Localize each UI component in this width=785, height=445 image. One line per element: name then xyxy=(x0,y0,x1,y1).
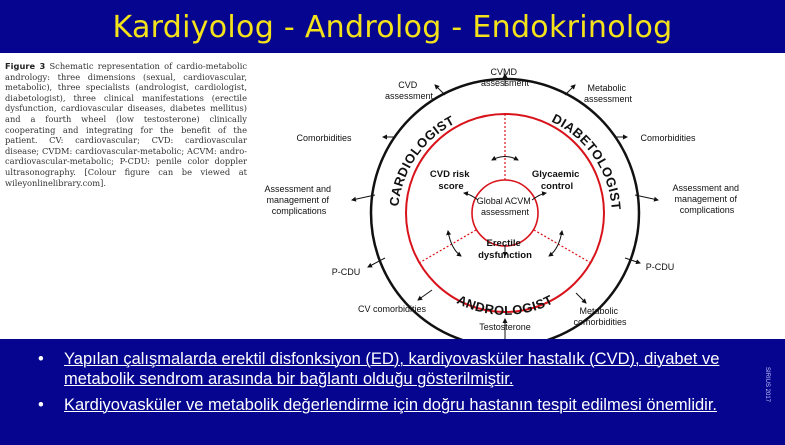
bullet-item: • Kardiyovasküler ve metabolik değerlendirme için doğru hastanın tespit edilmesi önemlidir. xyxy=(36,395,756,415)
arrow-cvd xyxy=(435,85,445,95)
label-erectile: Erectile dysfunction xyxy=(478,238,532,261)
label-amc-left: Assessment and management of complications xyxy=(264,184,332,216)
label-cv-comorbidities: CV comorbidities xyxy=(357,304,427,314)
arrow-metabolic xyxy=(565,85,575,95)
label-pcdu-right: P-CDU xyxy=(645,262,675,272)
label-comorbidities-left: Comorbidities xyxy=(296,133,352,143)
label-cvd-risk: CVD risk score xyxy=(429,169,470,192)
caption-label: Figure 3 xyxy=(5,61,46,71)
label-testosterone: Testosterone xyxy=(479,322,531,332)
figure-panel xyxy=(0,53,785,339)
inner-arrow-right xyxy=(549,231,562,256)
side-tag: SIRIUS 2017 xyxy=(764,367,770,403)
label-glycaemic: Glycaemic control xyxy=(531,169,580,192)
bullet-list xyxy=(36,349,756,421)
label-cvmd-assessment: CVMD assessment xyxy=(480,67,530,88)
label-amc-right: Assessment and management of complications xyxy=(672,183,740,215)
arrow-metab-comorb xyxy=(576,293,586,303)
caption-text: Schematic representation of cardio-metabolic andrology: three dimensions (sexual, cardiovascular, metabolic), three specialists (andrologist, cardiologist, diabetologist), three clinical manifestations (erectile dysfunction, cardiovascular diseases, diabetes mellitus) and a fourth wheel (low testosterone) clinically cooperating and integrating for the benefit of the patient. CV: cardiovascular; CVD: cardiovascular disease; CVDM: cardiovascular-metabolic; ACVM: andro-cardiovascular-metabolic; P-CDU: penile color doppler ultrasonography. [Colour figure can be viewed at wileyonlinelibrary.com]. xyxy=(5,61,247,188)
label-metabolic-assessment: Metabolic assessment xyxy=(583,83,633,104)
bullet-item: • Yapılan çalışmalarda erektil disfonksiyon (ED), kardiyovasküler hastalık (CVD), diyabet ve metabolik sendrom arasında bir bağlantı olduğu gösterilmiştir. xyxy=(36,349,756,389)
arrow-cv-comorb xyxy=(418,290,432,300)
divider-right xyxy=(534,230,591,263)
label-global-acvm: Global ACVM assessment xyxy=(476,196,531,217)
label-comorbidities-right: Comorbidities xyxy=(640,133,696,143)
ring-label-andrologist: ANDROLOGIST xyxy=(454,291,556,319)
inner-arrow-left xyxy=(448,231,461,256)
label-cvd-assessment: CVD assessment xyxy=(384,80,434,101)
label-pcdu-left: P-CDU xyxy=(331,267,361,277)
slide-title: Kardiyolog - Androlog - Endokrinolog xyxy=(112,10,673,45)
ring-label-cardiologist: CARDIOLOGIST xyxy=(386,112,458,208)
arrow-pcdu-right xyxy=(625,258,640,263)
label-metabolic-comorbidities: Metabolic comorbidities xyxy=(573,306,627,327)
divider-left xyxy=(419,230,476,263)
diagram xyxy=(0,53,785,339)
ring-label-diabetologist: DIABETOLOGIST xyxy=(549,110,624,211)
